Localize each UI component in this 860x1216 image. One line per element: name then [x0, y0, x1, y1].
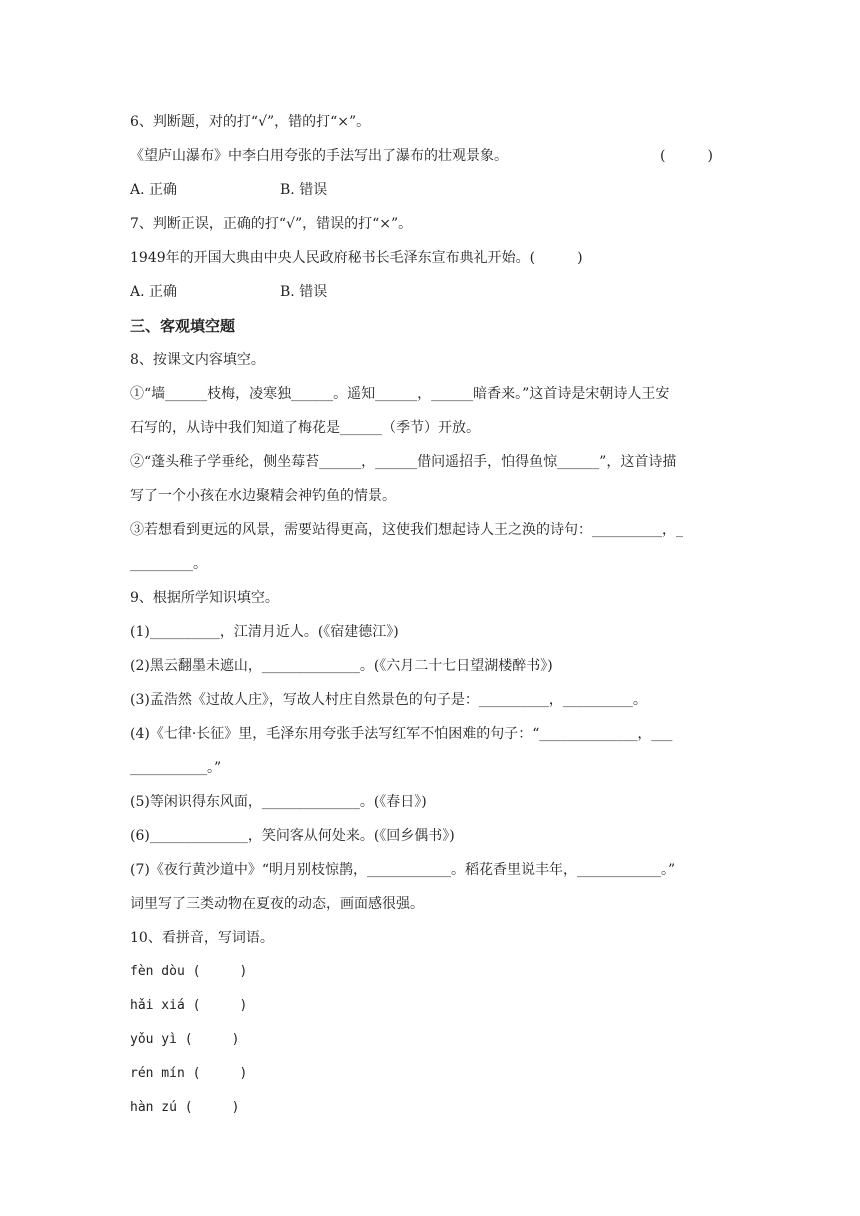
q8-title: 8、按课文内容填空。: [130, 352, 265, 368]
q8-line-4: 写了一个小孩在水边聚精会神钓鱼的情景。: [130, 488, 396, 504]
q6-title: 6、判断题，对的打“√”，错的打“×”。: [130, 114, 371, 130]
q7-title: 7、判断正误，正确的打“√”，错误的打“×”。: [130, 216, 413, 232]
q9-item-7b: 词里写了三类动物在夏夜的动态，画面感很强。: [130, 896, 424, 912]
q6-option-a[interactable]: A. 正确: [130, 182, 178, 198]
q10-pinyin-item[interactable]: hǎi xiá ( ): [130, 998, 248, 1013]
q6-answer-blank[interactable]: ( ): [660, 148, 713, 164]
section-heading: 三、客观填空题: [130, 317, 236, 335]
q10-pinyin-item[interactable]: yǒu yì ( ): [130, 1032, 240, 1047]
q9-item-6: (6)______________，笑问客从何处来。(《回乡偶书》): [130, 828, 455, 844]
q9-title: 9、根据所学知识填空。: [130, 590, 279, 606]
q8-line-3: ②“蓬头稚子学垂纶，侧坐莓苔______，______借问遥招手，怕得鱼惊______”，这首诗描: [130, 454, 677, 470]
q10-pinyin-item[interactable]: fèn dòu ( ): [130, 964, 248, 979]
q9-item-5: (5)等闲识得东风面，______________。(《春日》): [130, 794, 427, 810]
q9-item-2: (2)黑云翻墨未遮山，______________。(《六月二十七日望湖楼醉书》): [130, 658, 553, 674]
q8-line-2: 石写的，从诗中我们知道了梅花是______（季节）开放。: [130, 420, 480, 436]
q8-line-6: _________。: [130, 556, 207, 572]
q9-item-1: (1)__________，江清月近人。(《宿建德江》): [130, 624, 399, 640]
q7-option-b[interactable]: B. 错误: [280, 284, 328, 300]
q6-statement: 《望庐山瀑布》中李白用夸张的手法写出了瀑布的壮观景象。: [130, 148, 508, 164]
q10-pinyin-item[interactable]: rén mín ( ): [130, 1066, 248, 1081]
q10-title: 10、看拼音，写词语。: [130, 930, 274, 946]
q9-item-3: (3)孟浩然《过故人庄》，写故人村庄自然景色的句子是：__________，__________。: [130, 692, 647, 708]
q8-line-1: ①“墙______枝梅，凌寒独______。遥知______，______暗香来。”这首诗是宋朝诗人王安: [130, 386, 670, 402]
q7-option-a[interactable]: A. 正确: [130, 284, 178, 300]
q9-item-4a: (4)《七律·长征》里，毛泽东用夸张手法写红军不怕困难的句子：“______________，___: [130, 726, 673, 742]
q7-statement: 1949年的开国大典由中央人民政府秘书长毛泽东宣布典礼开始。( ): [130, 250, 583, 266]
q8-line-5: ③若想看到更远的风景，需要站得更高，这使我们想起诗人王之涣的诗句：__________，_: [130, 522, 683, 538]
q9-item-4b: ___________。”: [130, 760, 222, 776]
q9-item-7a: (7)《夜行黄沙道中》“明月别枝惊鹊，____________。稻花香里说丰年，____________。”: [130, 862, 676, 878]
q10-pinyin-item[interactable]: hàn zú ( ): [130, 1100, 240, 1115]
q6-option-b[interactable]: B. 错误: [280, 182, 328, 198]
